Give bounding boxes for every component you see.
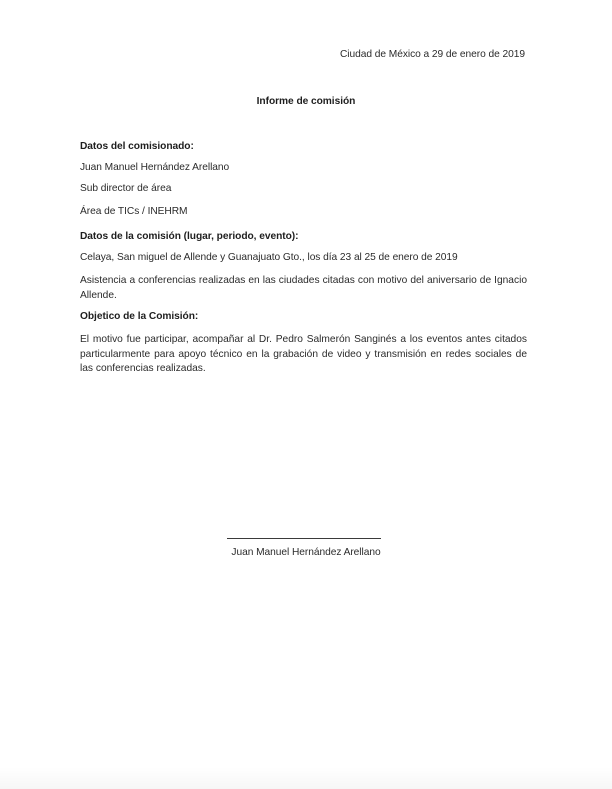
place-date: Ciudad de México a 29 de enero de 2019 <box>339 49 525 60</box>
signature-line <box>227 538 381 539</box>
commissioner-heading: Datos del comisionado: <box>80 141 194 152</box>
commission-heading: Datos de la comisión (lugar, periodo, evento): <box>80 231 299 242</box>
commission-event: Asistencia a conferencias realizadas en las ciudades citadas con motivo del aniversario de Ignacio Allende. <box>80 275 527 301</box>
document-title: Informe de comisión <box>256 96 356 107</box>
signature-name: Juan Manuel Hernández Arellano <box>231 547 381 558</box>
objective-heading: Objetico de la Comisión: <box>80 311 199 322</box>
commissioner-position: Sub director de área <box>80 183 172 194</box>
objective-text: El motivo fue participar, acompañar al Dr. Pedro Salmerón Sanginés a los eventos antes citados particularmente para apoyo técnico en la grabación de video y transmisión en redes sociales de las conferencias realizadas. <box>80 334 527 374</box>
commissioner-name: Juan Manuel Hernández Arellano <box>80 162 230 173</box>
commissioner-area: Área de TICs / INEHRM <box>80 206 188 217</box>
commission-place-period: Celaya, San miguel de Allende y Guanajuato Gto., los día 23 al 25 de enero de 2019 <box>80 252 458 263</box>
